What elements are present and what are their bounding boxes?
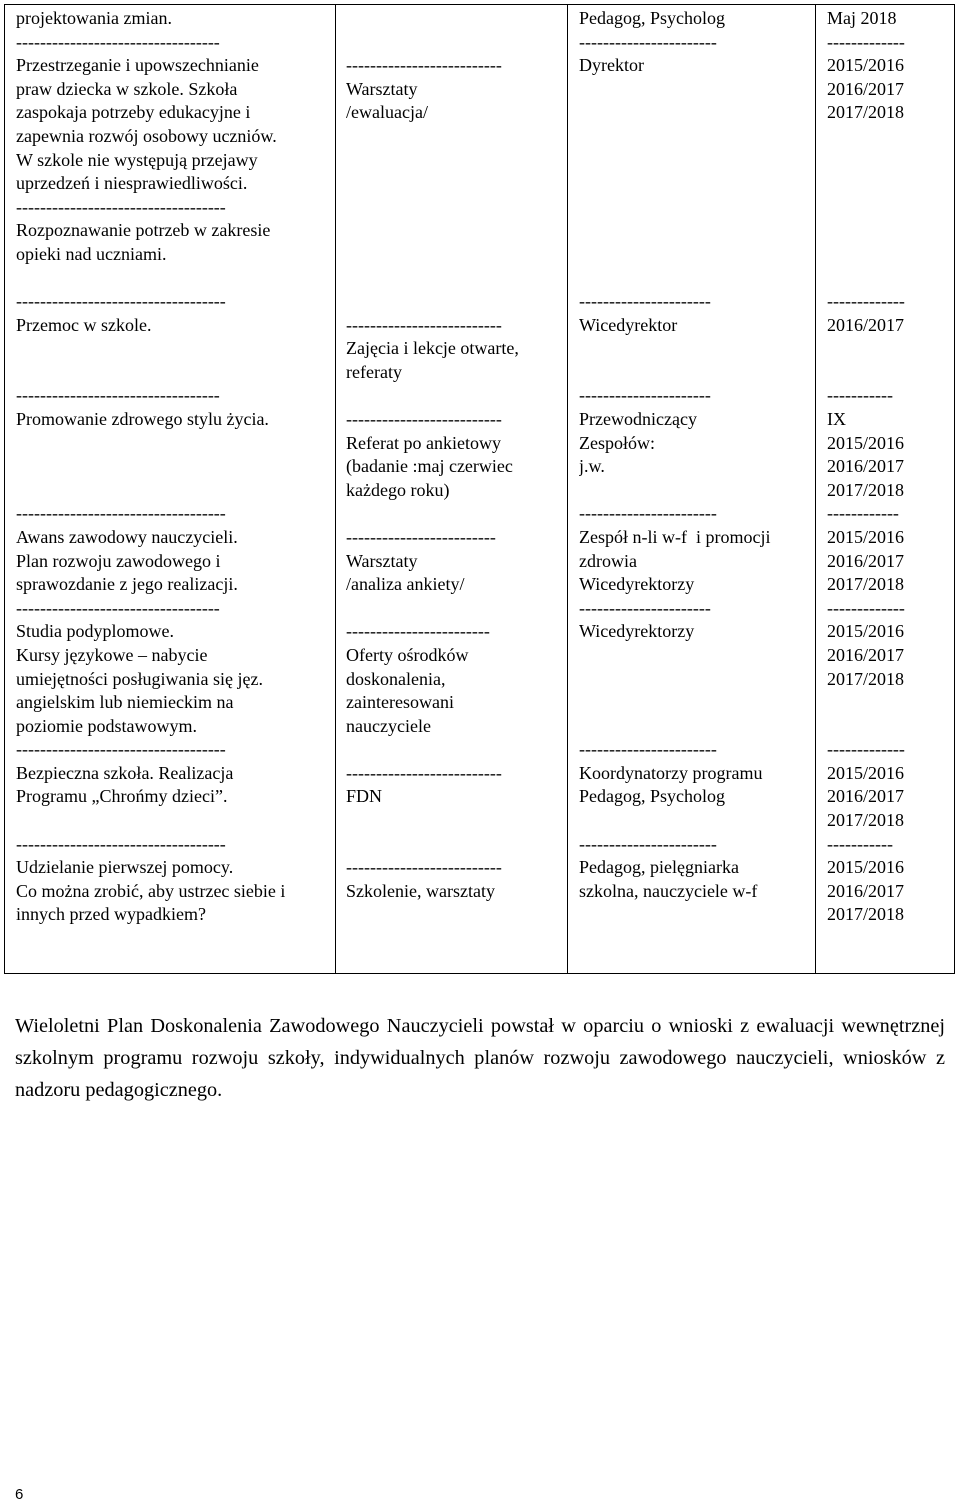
- column-responsible: [579, 5, 814, 973]
- cell-text-line: Wicedyrektorzy: [579, 621, 695, 642]
- cell-text-line: [346, 597, 566, 621]
- cell-text-line: Wicedyrektor: [579, 314, 678, 335]
- term-top-cell: [827, 7, 955, 125]
- cell-text-line: Przestrzeganie i upowszechnianie: [16, 55, 259, 76]
- cell-text-line: --------------------------: [346, 857, 502, 878]
- cell-text-line: -------------: [827, 291, 905, 311]
- column-term: [827, 5, 955, 973]
- cell-text-line: innych przed wypadkiem?: [16, 904, 206, 925]
- page-number: 6: [15, 1486, 24, 1503]
- cell-text-line: Przewodniczący: [579, 408, 697, 429]
- cell-text-line: 2015/2016: [827, 55, 905, 76]
- cell-text-line: Zajęcia i lekcje otwarte,: [346, 338, 519, 359]
- cell-text-line: ------------: [827, 503, 899, 524]
- cell-text-line: -------------: [827, 597, 905, 618]
- cell-text-line: Przemoc w szkole.: [16, 314, 152, 335]
- cell-text-line: ------------------------: [346, 621, 490, 642]
- topic-top-cell: [16, 7, 334, 267]
- cell-text-line: referaty: [346, 361, 402, 382]
- cell-text-line: [346, 7, 566, 31]
- cell-text-line: -------------: [827, 739, 905, 760]
- cell-text-line: [16, 361, 334, 385]
- cell-text-line: 2015/2016: [827, 621, 905, 642]
- cell-text-line: Promowanie zdrowego stylu życia.: [16, 408, 269, 429]
- cell-text-line: 2016/2017: [827, 880, 905, 901]
- cell-text-line: --------------------------: [346, 408, 502, 429]
- cell-text-line: 2017/2018: [827, 904, 905, 925]
- cell-text-line: Pedagog, Psycholog: [579, 8, 725, 28]
- term-bottom-cell: [827, 290, 955, 927]
- cell-text-line: Referat po ankietowy: [346, 432, 501, 453]
- cell-text-line: [16, 432, 334, 456]
- plan-table: [4, 4, 955, 974]
- cell-text-line: Warsztaty: [346, 78, 418, 99]
- cell-text-line: Zespołów:: [579, 432, 655, 453]
- cell-text-line: Rozpoznawanie potrzeb w zakresie: [16, 220, 271, 241]
- form-top-cell: [346, 7, 566, 125]
- cell-text-line: Szkolenie, warsztaty: [346, 880, 495, 901]
- cell-text-line: /analiza ankiety/: [346, 574, 465, 595]
- cell-text-line: angielskim lub niemieckim na: [16, 692, 234, 713]
- cell-text-line: 2015/2016: [827, 762, 905, 783]
- cell-text-line: zapewnia rozwój osobowy uczniów.: [16, 125, 277, 146]
- column-topic: [16, 5, 334, 973]
- column-form: [346, 5, 566, 973]
- cell-text-line: 2017/2018: [827, 810, 905, 831]
- cell-text-line: [346, 738, 566, 762]
- cell-text-line: Dyrektor: [579, 55, 644, 76]
- cell-text-line: ----------------------: [579, 597, 711, 618]
- cell-text-line: [579, 644, 814, 668]
- cell-text-line: [16, 455, 334, 479]
- cell-text-line: Maj 2018: [827, 8, 897, 28]
- table-column-divider: [335, 5, 336, 973]
- cell-text-line: ----------------------: [579, 291, 711, 311]
- cell-text-line: zainteresowani: [346, 692, 454, 713]
- cell-text-line: 2016/2017: [827, 550, 905, 571]
- cell-text-line: [346, 833, 566, 857]
- cell-text-line: [346, 290, 566, 314]
- cell-text-line: opieki nad uczniami.: [16, 243, 167, 264]
- cell-text-line: zdrowia: [579, 550, 637, 571]
- cell-text-line: -----------------------------------: [16, 503, 226, 524]
- cell-text-line: sprawozdanie z jego realizacji.: [16, 574, 238, 595]
- cell-text-line: [346, 31, 566, 55]
- cell-text-line: zaspokaja potrzeby edukacyjne i: [16, 102, 251, 123]
- cell-text-line: Awans zawodowy nauczycieli.: [16, 526, 238, 547]
- cell-text-line: Co można zrobić, aby ustrzec siebie i: [16, 880, 286, 901]
- cell-text-line: -------------------------: [346, 526, 496, 547]
- cell-text-line: [827, 715, 955, 739]
- cell-text-line: -----------------------------------: [16, 739, 226, 760]
- cell-text-line: projektowania zmian.: [16, 8, 172, 28]
- cell-text-line: szkolna, nauczyciele w-f: [579, 880, 758, 901]
- cell-text-line: [16, 337, 334, 361]
- table-column-divider: [815, 5, 816, 973]
- cell-text-line: doskonalenia,: [346, 668, 446, 689]
- cell-text-line: 2016/2017: [827, 78, 905, 99]
- cell-text-line: Koordynatorzy programu: [579, 762, 763, 783]
- cell-text-line: [579, 337, 814, 361]
- cell-text-line: ----------------------------------: [16, 385, 220, 406]
- cell-text-line: -----------------------: [579, 739, 717, 760]
- cell-text-line: [579, 715, 814, 739]
- cell-text-line: Studia podyplomowe.: [16, 621, 174, 642]
- cell-text-line: 2017/2018: [827, 574, 905, 595]
- cell-text-line: 2016/2017: [827, 786, 905, 807]
- cell-text-line: ----------------------: [579, 385, 711, 406]
- cell-text-line: Oferty ośrodków: [346, 644, 469, 665]
- cell-text-line: [579, 668, 814, 692]
- cell-text-line: 2017/2018: [827, 479, 905, 500]
- table-column-divider: [567, 5, 568, 973]
- cell-text-line: uprzedzeń i niesprawiedliwości.: [16, 173, 248, 194]
- cell-text-line: Plan rozwoju zawodowego i: [16, 550, 221, 571]
- cell-text-line: FDN: [346, 786, 383, 807]
- cell-text-line: każdego roku): [346, 479, 450, 500]
- cell-text-line: -----------------------------------: [16, 196, 226, 217]
- cell-text-line: [346, 384, 566, 408]
- cell-text-line: -----------: [827, 833, 893, 854]
- cell-text-line: 2017/2018: [827, 102, 905, 123]
- cell-text-line: 2016/2017: [827, 644, 905, 665]
- cell-text-line: --------------------------: [346, 762, 502, 783]
- topic-bottom-cell: [16, 290, 334, 927]
- cell-text-line: Warsztaty: [346, 550, 418, 571]
- cell-text-line: -----------------------------------: [16, 291, 226, 311]
- responsible-top-cell: [579, 7, 814, 78]
- form-bottom-cell: [346, 290, 566, 903]
- cell-text-line: 2015/2016: [827, 526, 905, 547]
- cell-text-line: W szkole nie występują przejawy: [16, 149, 258, 170]
- cell-text-line: ----------------------------------: [16, 597, 220, 618]
- cell-text-line: [16, 809, 334, 833]
- cell-text-line: praw dziecka w szkole. Szkoła: [16, 78, 238, 99]
- cell-text-line: IX: [827, 408, 846, 429]
- cell-text-line: Kursy językowe – nabycie: [16, 644, 208, 665]
- cell-text-line: umiejętności posługiwania się jęz.: [16, 668, 263, 689]
- cell-text-line: ----------------------------------: [16, 31, 220, 52]
- cell-text-line: Pedagog, Psycholog: [579, 786, 725, 807]
- cell-text-line: [346, 502, 566, 526]
- cell-text-line: /ewaluacja/: [346, 102, 428, 123]
- cell-text-line: 2016/2017: [827, 456, 905, 477]
- cell-text-line: [346, 809, 566, 833]
- cell-text-line: [579, 361, 814, 385]
- cell-text-line: Zespół n-li w-f i promocji: [579, 526, 771, 547]
- cell-text-line: --------------------------: [346, 314, 502, 335]
- cell-text-line: [827, 691, 955, 715]
- cell-text-line: 2015/2016: [827, 857, 905, 878]
- cell-text-line: 2015/2016: [827, 432, 905, 453]
- cell-text-line: [16, 479, 334, 503]
- cell-text-line: poziomie podstawowym.: [16, 715, 197, 736]
- cell-text-line: j.w.: [579, 456, 605, 477]
- cell-text-line: Pedagog, pielęgniarka: [579, 857, 739, 878]
- cell-text-line: [827, 361, 955, 385]
- cell-text-line: [827, 337, 955, 361]
- responsible-bottom-cell: [579, 290, 814, 903]
- cell-text-line: -----------------------: [579, 833, 717, 854]
- cell-text-line: Programu „Chrońmy dzieci”.: [16, 786, 228, 807]
- cell-text-line: 2017/2018: [827, 668, 905, 689]
- cell-text-line: [579, 479, 814, 503]
- cell-text-line: nauczyciele: [346, 715, 431, 736]
- cell-text-line: -----------: [827, 385, 893, 406]
- cell-text-line: -----------------------: [579, 503, 717, 524]
- cell-text-line: [579, 809, 814, 833]
- cell-text-line: (badanie :maj czerwiec: [346, 456, 513, 477]
- cell-text-line: 2016/2017: [827, 314, 905, 335]
- cell-text-line: Udzielanie pierwszej pomocy.: [16, 857, 234, 878]
- cell-text-line: --------------------------: [346, 55, 502, 76]
- summary-paragraph: Wieloletni Plan Doskonalenia Zawodowego Nauczycieli powstał w oparciu o wnioski z ewaluacji wewnętrznej szkolnym programu rozwoju szkoły, indywidualnych planów rozwoju zawodowego nauczycieli, wniosków z nadzoru pedagogicznego.: [15, 1015, 945, 1101]
- cell-text-line: Bezpieczna szkoła. Realizacja: [16, 762, 234, 783]
- cell-text-line: -----------------------------------: [16, 833, 226, 854]
- cell-text-line: -------------: [827, 31, 905, 52]
- cell-text-line: [579, 691, 814, 715]
- cell-text-line: Wicedyrektorzy: [579, 574, 695, 595]
- cell-text-line: -----------------------: [579, 31, 717, 52]
